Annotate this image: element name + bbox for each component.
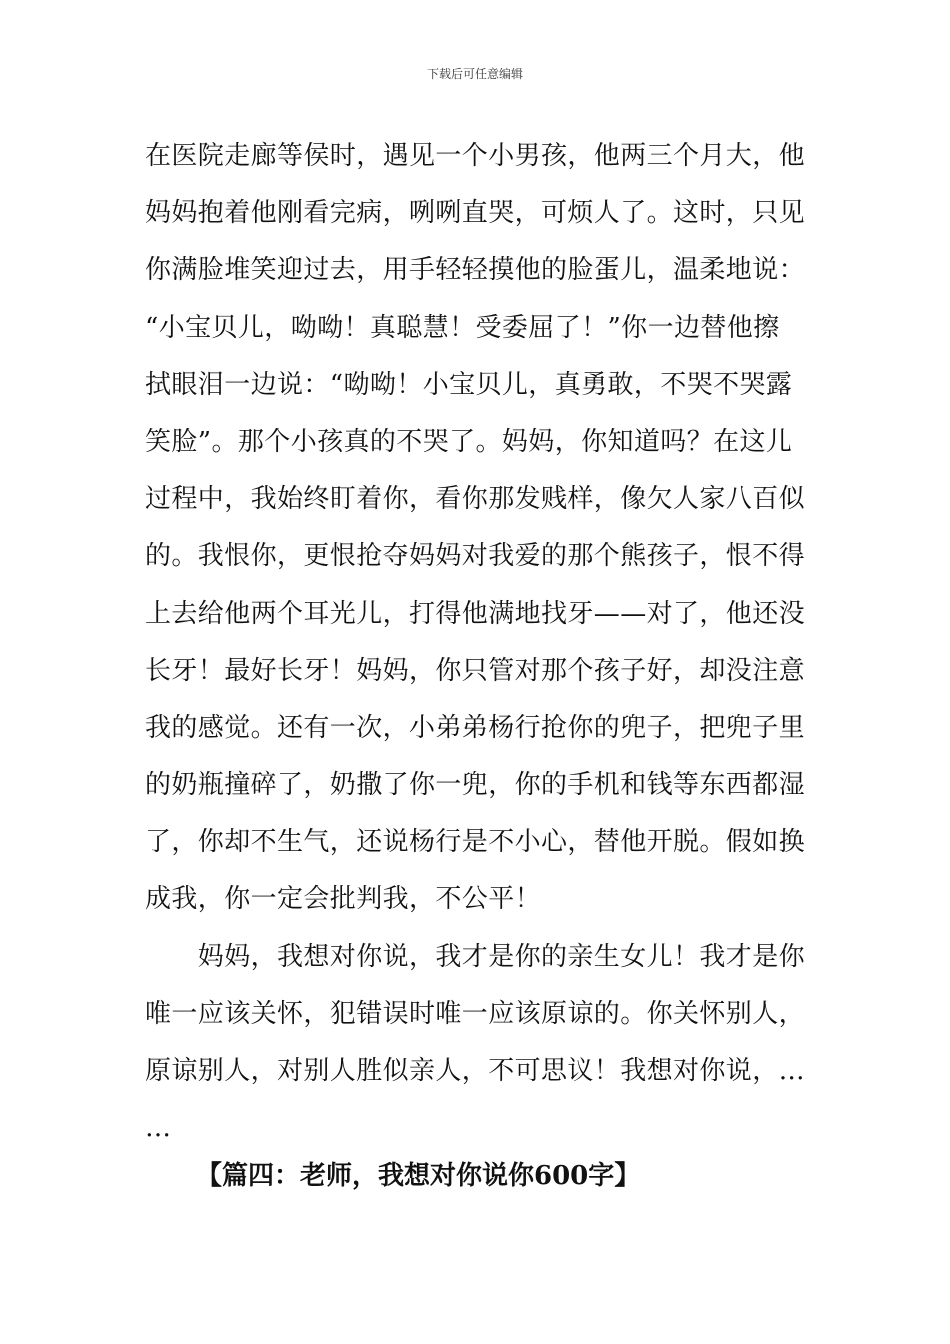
text-line: 你满脸堆笑迎过去，用手轻轻摸他的脸蛋儿，温柔地说： — [145, 255, 806, 286]
text-line: 在医院走廊等侯时，遇见一个小男孩，他两三个月大，他 — [145, 141, 806, 171]
text-line: 成我，你一定会批判我，不公平！ — [145, 884, 542, 915]
text-line: 原谅别人，对别人胜似亲人，不可思议！我想对你说，… — [145, 1056, 806, 1086]
text-line: “小宝贝儿，呦呦！真聪慧！受委屈了！”你一边替他擦 — [145, 312, 780, 343]
text-line: 的奶瓶撞碎了，奶撒了你一兜，你的手机和钱等东西都湿 — [145, 770, 806, 801]
text-line: 长牙！最好长牙！妈妈，你只管对那个孩子好，却没注意 — [145, 655, 806, 686]
body-text — [145, 128, 825, 1157]
page-header: 下载后可任意编辑 — [426, 67, 523, 81]
text-line: 妈妈抱着他刚看完病，咧咧直哭，可烦人了。这时，只见 — [145, 198, 806, 229]
text-line: 了，你却不生气，还说杨行是不小心，替他开脱。假如换 — [145, 827, 806, 858]
section-heading: 【篇四：老师，我想对你说你600字】 — [196, 1161, 641, 1191]
text-line: 唯一应该关怀，犯错误时唯一应该原谅的。你关怀别人， — [145, 998, 806, 1029]
text-line: 笑脸”。那个小孩真的不哭了。妈妈，你知道吗？在这儿 — [145, 426, 793, 457]
text-line: … — [145, 1113, 172, 1144]
text-line: 过程中，我始终盯着你，看你那发贱样，像欠人家八百似 — [145, 484, 806, 515]
text-line: 妈妈，我想对你说，我才是你的亲生女儿！我才是你 — [145, 941, 806, 972]
text-line: 拭眼泪一边说：“呦呦！小宝贝儿，真勇敢，不哭不哭露 — [145, 369, 793, 400]
text-line: 的。我恨你，更恨抢夺妈妈对我爱的那个熊孩子，恨不得 — [145, 541, 806, 572]
text-line: 我的感觉。还有一次，小弟弟杨行抢你的兜子，把兜子里 — [145, 712, 806, 743]
text-line: 上去给他两个耳光儿，打得他满地找牙——对了，他还没 — [145, 598, 806, 629]
